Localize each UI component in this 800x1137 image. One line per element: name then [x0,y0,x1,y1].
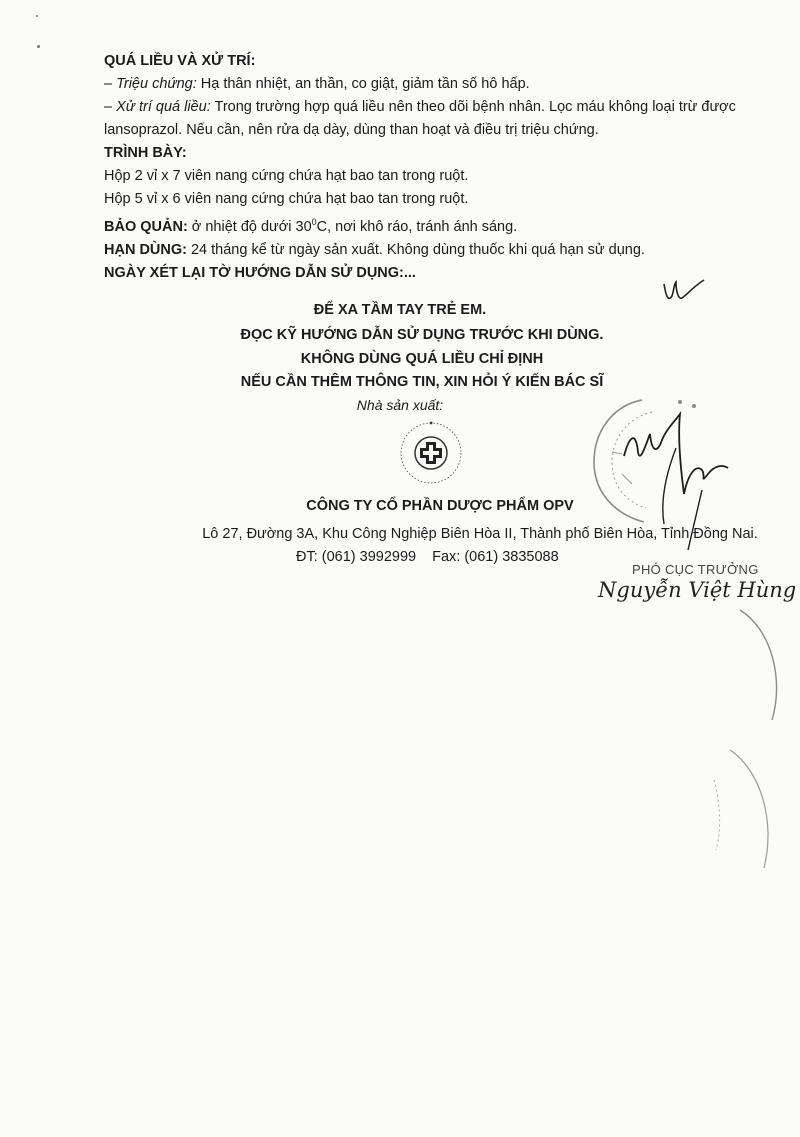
overdose-treatment: – Xử trí quá liều: Trong trường hợp quá liều nên theo dõi bệnh nhân. Lọc máu không loại trừ được [104,99,736,115]
company-contact [296,549,559,565]
storage-label: BẢO QUẢN: [104,218,188,235]
symptoms-label: Triệu chứng: [116,76,197,92]
scan-speck [36,15,38,17]
edge-stamp-fragment [680,600,800,880]
company-fax: Fax: (061) 3835088 [432,549,559,565]
scan-speck [37,45,40,48]
warning-keep-away: ĐỂ XA TẦM TAY TRẺ EM. [313,302,487,318]
company-name: CÔNG TY CỔ PHẦN DƯỢC PHẨM OPV [306,498,574,514]
overdose-heading: QUÁ LIỀU VÀ XỬ TRÍ: [104,53,256,69]
handwritten-signature [616,404,746,554]
company-address: Lô 27, Đường 3A, Khu Công Nghiệp Biên Hòa II, Thành phố Biên Hòa, Tỉnh Đồng Nai. [202,526,758,542]
expiry-line [104,239,764,262]
storage-degree: 0 [311,217,317,227]
company-phone: ĐT: (061) 3992999 [296,549,417,565]
company-logo-seal-icon [396,418,466,488]
signatory-title: PHÓ CỤC TRƯỞNG [632,562,759,577]
storage-text-after: C, nơi khô ráo, tránh ánh sáng. [316,218,518,235]
presentation-line-2: Hộp 5 vỉ x 6 viên nang cứng chứa hạt bao tan trong ruột. [104,191,469,207]
storage-text: ở nhiệt độ dưới 30 [187,218,312,235]
overdose-symptoms: – Triệu chứng: Hạ thân nhiệt, an thần, co giật, giảm tần số hô hấp. [104,76,530,92]
review-date: NGÀY XÉT LẠI TỜ HƯỚNG DẪN SỬ DỤNG:... [104,264,416,281]
warning-read-instructions: ĐỌC KỸ HƯỚNG DẪN SỬ DỤNG TRƯỚC KHI DÙNG. [240,327,604,343]
symptoms-text: Hạ thân nhiệt, an thần, co giật, giảm tần số hô hấp. [196,76,530,92]
expiry-label: HẠN DÙNG: [104,241,187,258]
treatment-label: Xử trí quá liều: [116,99,211,115]
manufacturer-label: Nhà sản xuất: [356,397,444,413]
warning-no-overdose: KHÔNG DÙNG QUÁ LIỀU CHỈ ĐỊNH [300,351,544,367]
overdose-treatment-cont: lansoprazol. Nếu cần, nên rửa dạ dày, dùng than hoạt và điều trị triệu chứng. [104,122,599,138]
presentation-heading: TRÌNH BÀY: [104,145,187,161]
signatory-name: Nguyễn Việt Hùng [598,578,797,602]
document-body [104,50,764,285]
warning-ask-doctor: NẾU CẦN THÊM THÔNG TIN, XIN HỎI Ý KIẾN BÁC SĨ [240,374,604,390]
treatment-text: Trong trường hợp quá liều nên theo dõi bệnh nhân. Lọc máu không loại trừ được [210,99,736,115]
expiry-text: 24 tháng kể từ ngày sản xuất. Không dùng thuốc khi quá hạn sử dụng. [186,241,645,258]
presentation-line-1: Hộp 2 vỉ x 7 viên nang cứng chứa hạt bao tan trong ruột. [104,168,469,184]
storage-line [104,211,764,239]
